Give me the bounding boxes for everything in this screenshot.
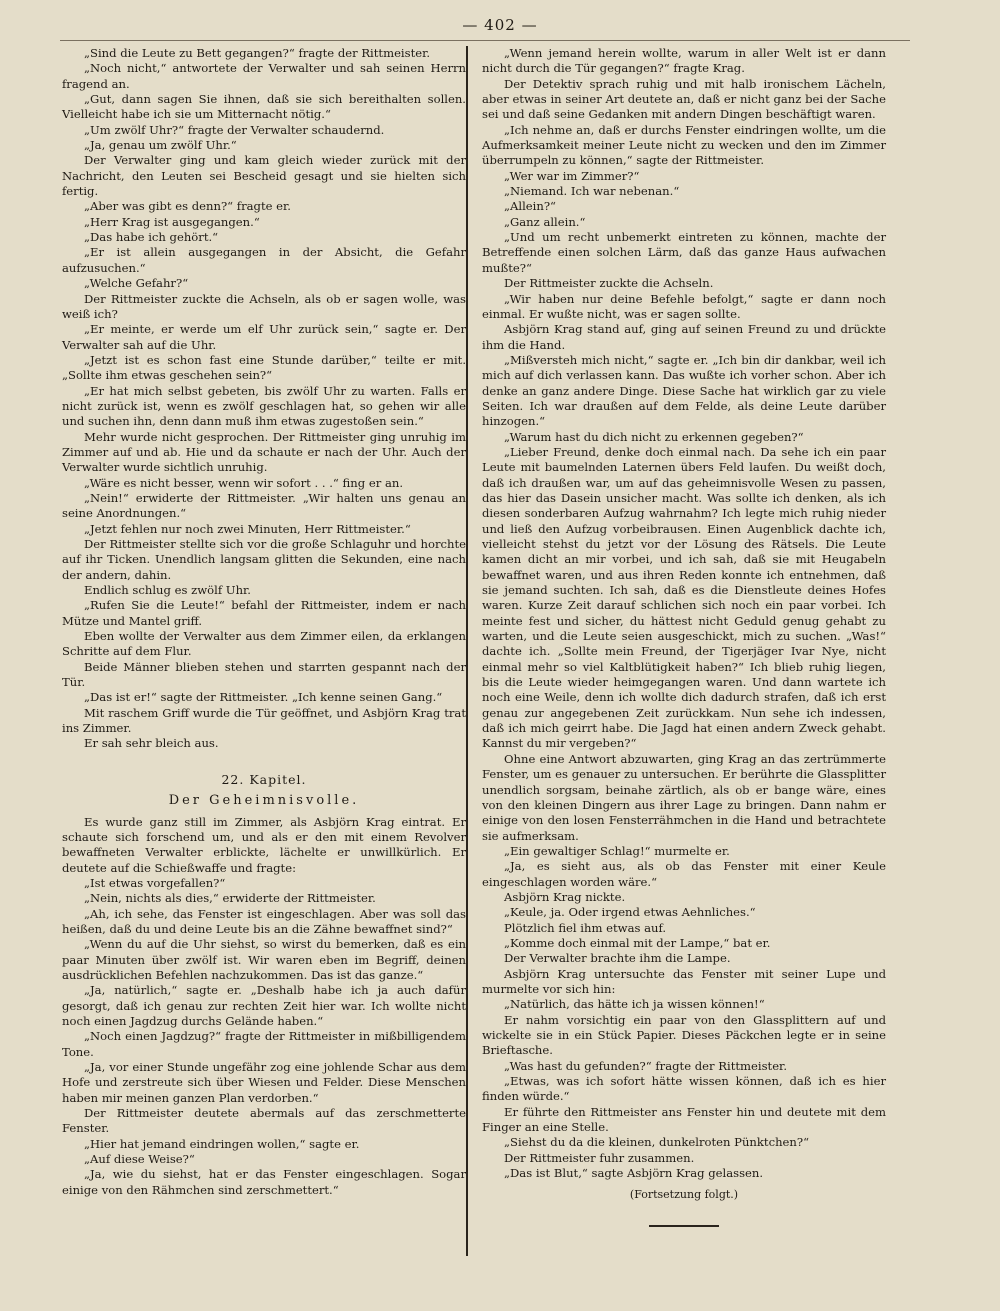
paragraph: „Das ist Blut,“ sagte Asbjörn Krag gelassen.: [504, 1166, 764, 1181]
paragraph: „Ja, wie du siehst, hat er das Fenster eingeschlagen. Sogar einige von den Rähmchen sind zerschmettert.“: [62, 1167, 466, 1197]
paragraph: „Er meinte, er werde um elf Uhr zurück sein,“ sagte er. Der Verwalter sah auf die Uhr.: [62, 322, 466, 352]
paragraph: „Nein!“ erwiderte der Rittmeister. „Wir halten uns genau an seine Anordnungen.“: [62, 490, 466, 521]
paragraph: „Ja, vor einer Stunde ungefähr zog eine johlende Schar aus dem Hofe und zerstreute sich über Wiesen und Felder. Diese Menschen haben mir meinen ganzen Plan verdorben.“: [62, 1060, 466, 1105]
paragraph: Der Detektiv sprach ruhig und mit halb ironischem Lächeln, aber etwas in seiner Art deutete an, daß er nicht ganz bei der Sache sei und daß seine Gedanken mit andern Dingen beschäftigt waren.: [482, 76, 886, 122]
paragraph: Asbjörn Krag nickte.: [504, 889, 626, 904]
paragraph: „Was hast du gefunden?“ fragte der Rittmeister.: [504, 1058, 788, 1073]
paragraph: „Allein?“: [504, 199, 556, 214]
paragraph: „Keule, ja. Oder irgend etwas Aehnliches.“: [504, 905, 756, 920]
paragraph: „Ich nehme an, daß er durchs Fenster eindringen wollte, um die Aufmerksamkeit meiner Leute nicht zu wecken und den im Zimmer überrumpeln zu können,“ sagte der Rittmeister.: [482, 122, 886, 168]
paragraph: Der Verwalter brachte ihm die Lampe.: [504, 951, 731, 966]
page-number: — 402 —: [462, 16, 538, 34]
paragraph: Der Rittmeister deutete abermals auf das zerschmetterte Fenster.: [62, 1106, 466, 1136]
paragraph: Mehr wurde nicht gesprochen. Der Rittmeister ging unruhig im Zimmer auf und ab. Hie und da schaute er nach der Uhr. Auch der Verwalter wurde sichtlich unruhig.: [62, 429, 466, 475]
paragraph: „Noch nicht,“ antwortete der Verwalter und sah seinen Herrn fragend an.: [62, 61, 466, 91]
paragraph: Beide Männer blieben stehen und starrten gespannt nach der Tür.: [62, 659, 466, 690]
paragraph: „Gut, dann sagen Sie ihnen, daß sie sich bereithalten sollen. Vielleicht habe ich sie um Mitternacht nötig.“: [62, 92, 466, 122]
paragraph: „Wer war im Zimmer?“: [504, 168, 640, 183]
paragraph: Mit raschem Griff wurde die Tür geöffnet, und Asbjörn Krag trat ins Zimmer.: [62, 705, 466, 736]
paragraph: „Er ist allein ausgegangen in der Absicht, die Gefahr aufzusuchen.“: [62, 245, 466, 275]
paragraph: „Ja, genau um zwölf Uhr.“: [84, 138, 237, 153]
paragraph: Der Rittmeister zuckte die Achseln.: [504, 276, 714, 291]
paragraph: „Das habe ich gehört.“: [84, 230, 219, 245]
paragraph: Er sah sehr bleich aus.: [84, 736, 219, 751]
header-rule: [60, 40, 910, 41]
chapter-number: 22. Kapitel.: [221, 771, 307, 787]
paragraph: Der Verwalter ging und kam gleich wieder zurück mit der Nachricht, den Leuten sei Bescheid gesagt und sie hielten sich fertig.: [62, 153, 466, 199]
paragraph: „Mißversteh mich nicht,“ sagte er. „Ich bin dir dankbar, weil ich mich auf dich verlassen kann. Das wußte ich vorher schon. Aber ich denke an ganz andere Dinge. Diese Sache hat wirklich gar zu viele Seiten. Ich war draußen auf dem Felde, als deine Leute darüber hinzogen.“: [482, 352, 886, 429]
paragraph: „Um zwölf Uhr?“ fragte der Verwalter schaudernd.: [84, 122, 385, 137]
paragraph: „Komme doch einmal mit der Lampe,“ bat er.: [504, 935, 771, 950]
paragraph: „Er hat mich selbst gebeten, bis zwölf Uhr zu warten. Falls er nicht zurück ist, wenn es zwölf geschlagen hat, so gehen wir alle und suchen ihn, denn dann muß ihm etwas zugestoßen sein.“: [62, 383, 466, 429]
paragraph: „Ist etwas vorgefallen?“: [84, 875, 226, 890]
paragraph: Eben wollte der Verwalter aus dem Zimmer eilen, da erklangen Schritte auf dem Flur.: [62, 629, 466, 659]
paragraph: „Jetzt fehlen nur noch zwei Minuten, Herr Rittmeister.“: [84, 521, 411, 536]
paragraph: „Herr Krag ist ausgegangen.“: [84, 214, 260, 229]
paragraph: „Ein gewaltiger Schlag!“ murmelte er.: [504, 843, 730, 858]
paragraph: Er führte den Rittmeister ans Fenster hin und deutete mit dem Finger an eine Stelle.: [482, 1104, 886, 1135]
paragraph: „Nein, nichts als dies,“ erwiderte der Rittmeister.: [84, 891, 376, 906]
paragraph: „Wenn du auf die Uhr siehst, so wirst du bemerken, daß es ein paar Minuten über zwölf ist. Wir waren eben im Begriff, deinen ausdrücklichen Befehlen nachzukommen. Das ist das ganze.“: [62, 937, 466, 982]
paragraph: „Hier hat jemand eindringen wollen,“ sagte er.: [84, 1136, 360, 1151]
end-rule: [649, 1225, 719, 1227]
paragraph: „Auf diese Weise?“: [84, 1152, 195, 1167]
paragraph: „Welche Gefahr?“: [84, 276, 189, 291]
paragraph: „Aber was gibt es denn?“ fragte er.: [84, 199, 291, 214]
paragraph: Asbjörn Krag untersuchte das Fenster mit seiner Lupe und murmelte vor sich hin:: [482, 966, 886, 996]
paragraph: Der Rittmeister fuhr zusammen.: [504, 1150, 695, 1165]
paragraph: „Wäre es nicht besser, wenn wir sofort . . .“ fing er an.: [84, 475, 404, 490]
right-column: [482, 46, 886, 1227]
chapter-title: Der Geheimnisvolle.: [168, 793, 360, 809]
paragraph: „Rufen Sie die Leute!“ befahl der Rittmeister, indem er nach Mütze und Mantel griff.: [62, 598, 466, 628]
paragraph: „Siehst du da die kleinen, dunkelroten Pünktchen?“: [504, 1135, 810, 1150]
paragraph: „Ah, ich sehe, das Fenster ist eingeschlagen. Aber was soll das heißen, daß du und deine Leute bis an die Zähne bewaffnet sind?“: [62, 906, 466, 936]
left-column: [62, 46, 466, 1198]
column-divider: [466, 46, 468, 1256]
paragraph: Asbjörn Krag stand auf, ging auf seinen Freund zu und drückte ihm die Hand.: [482, 322, 886, 352]
paragraph: „Jetzt ist es schon fast eine Stunde darüber,“ teilte er mit. „Sollte ihm etwas geschehen sein?“: [62, 352, 466, 383]
paragraph: „Etwas, was ich sofort hätte wissen können, daß ich es hier finden würde.“: [482, 1074, 886, 1104]
paragraph: Der Rittmeister zuckte die Achseln, als ob er sagen wolle, was weiß ich?: [62, 291, 466, 321]
paragraph: „Warum hast du dich nicht zu erkennen gegeben?“: [504, 429, 804, 444]
paragraph: „Ganz allein.“: [504, 214, 586, 229]
paragraph: „Wir haben nur deine Befehle befolgt,“ sagte er dann noch einmal. Er wußte nicht, was er sagen sollte.: [482, 291, 886, 321]
paragraph: Plötzlich fiel ihm etwas auf.: [504, 920, 667, 935]
paragraph: „Natürlich, das hätte ich ja wissen können!“: [504, 997, 765, 1012]
paragraph: „Ja, es sieht aus, als ob das Fenster mit einer Keule eingeschlagen worden wäre.“: [482, 859, 886, 889]
paragraph: Es wurde ganz still im Zimmer, als Asbjörn Krag eintrat. Er schaute sich forschend um, und als er den mit einem Revolver bewaffneten Verwalter erblickte, lächelte er unwillkürlich. Er deutete auf die Schießwaffe und fragte:: [62, 814, 466, 875]
paragraph: „Wenn jemand herein wollte, warum in aller Welt ist er dann nicht durch die Tür gegangen?“ fragte Krag.: [482, 46, 886, 76]
paragraph: „Niemand. Ich war nebenan.“: [504, 184, 680, 199]
paragraph: „Sind die Leute zu Bett gegangen?“ fragte der Rittmeister.: [84, 46, 431, 60]
paragraph: Der Rittmeister stellte sich vor die große Schlaguhr und horchte auf ihr Ticken. Unendlich langsam glitten die Sekunden, eine nach der andern, dahin.: [62, 537, 466, 582]
paragraph: „Und um recht unbemerkt eintreten zu können, machte der Betreffende einen solchen Lärm, daß das ganze Haus aufwachen mußte?“: [482, 230, 886, 275]
paragraph: Ohne eine Antwort abzuwarten, ging Krag an das zertrümmerte Fenster, um es genauer zu untersuchen. Er berührte die Glassplitter unendlich sorgsam, beinahe zärtlich, als ob er bange wäre, eines von den kleinen Dingern aus ihrer Lage zu bringen. Dann nahm er einige von den losen Fensterrähmchen in die Hand und betrachtete sie aufmerksam.: [482, 751, 886, 843]
paragraph: „Das ist er!“ sagte der Rittmeister. „Ich kenne seinen Gang.“: [84, 690, 443, 705]
paragraph: „Ja, natürlich,“ sagte er. „Deshalb habe ich ja auch dafür gesorgt, daß ich genau zur rechten Zeit hier war. Ich wollte nicht noch einen Jagdzug durchs Gelände haben.“: [62, 983, 466, 1028]
paragraph: „Noch einen Jagdzug?“ fragte der Rittmeister in mißbilligendem Tone.: [62, 1029, 466, 1059]
paragraph: „Lieber Freund, denke doch einmal nach. Da sehe ich ein paar Leute mit baumelnden Laternen übers Feld laufen. Du weißt doch, daß ich draußen war, um auf das geheimnisvolle Wesen zu passen, das hier das Dasein unsicher macht. Was sollte ich denken, als ich diesen sonderbaren Aufzug wahrnahm? Ich legte mich ruhig nieder und ließ den Aufzug vorbeibrausen. Einen Augenblick dachte ich, vielleicht stehst du jetzt vor der Lösung des Rätsels. Die Leute kamen dicht an mir vorbei, und ich sah, daß sie mit Heugabeln bewaffnet waren, und aus ihren Reden konnte ich entnehmen, daß sie jemand suchten. Ich sah, daß es die Dienstleute deines Hofes waren. Kurze Zeit darauf schlichen sich noch ein paar vorbei. Ich meinte fest und sicher, du hättest nicht Geduld genug gehabt zu warten, und die Leute seien ausgeschickt, mich zu suchen. „Was!“ dachte ich. „Sollte mein Freund, der Tigerjäger Ivar Nye, nicht einmal mehr so viel Kaltblütigkeit haben?“ Ich blieb ruhig liegen, bis die Leute wieder heimgegangen waren. Und dann wartete ich noch eine Weile, denn ich wollte dich dadurch strafen, daß ich erst genau zur angegebenen Zeit zurückkam. Nun sehe ich indessen, daß ich mich geirrt habe. Die Jagd hat einen andern Zweck gehabt. Kannst du mir vergeben?“: [482, 444, 886, 751]
paragraph: Er nahm vorsichtig ein paar von den Glassplittern auf und wickelte sie in ein Stück Papier. Dieses Päckchen legte er in seine Brieftasche.: [482, 1012, 886, 1058]
continued-note: (Fortsetzung folgt.): [629, 1188, 739, 1202]
paragraph: Endlich schlug es zwölf Uhr.: [84, 583, 251, 598]
